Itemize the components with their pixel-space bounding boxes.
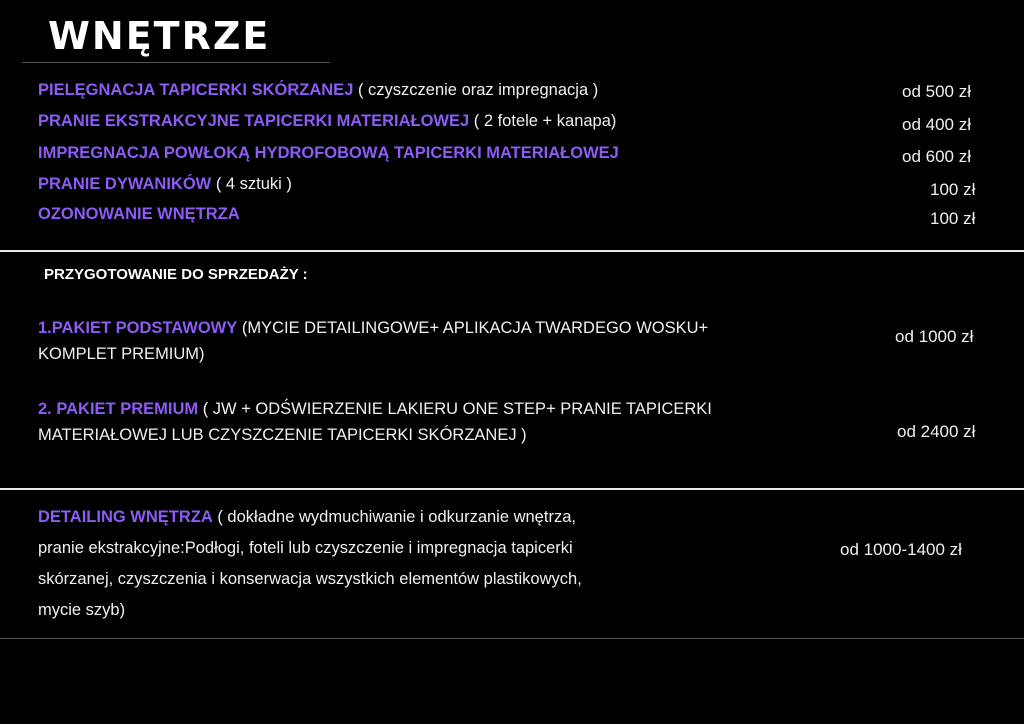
service-name: OZONOWANIE WNĘTRZA	[38, 205, 240, 223]
service-name: PRANIE DYWANIKÓW	[38, 175, 212, 193]
detailing-price: od 1000-1400 zł	[840, 540, 962, 559]
section-heading: PRZYGOTOWANIE DO SPRZEDAŻY :	[44, 266, 308, 283]
detailing-name: DETAILING WNĘTRZA	[38, 508, 213, 526]
page-title: WNĘTRZE	[48, 14, 271, 58]
service-item	[38, 143, 619, 163]
service-item	[38, 174, 292, 194]
service-price: od 600 zł	[902, 147, 971, 166]
package-line	[38, 318, 708, 338]
detailing-description-cont: mycie szyb)	[38, 601, 126, 619]
service-note: ( czyszczenie oraz impregnacja )	[353, 81, 599, 99]
service-name: PIELĘGNACJA TAPICERKI SKÓRZANEJ	[38, 81, 354, 99]
service-item	[38, 80, 598, 100]
service-note: ( 4 sztuki )	[211, 175, 292, 193]
detailing-description: ( dokładne wydmuchiwanie i odkurzanie wnętrza,	[212, 508, 576, 526]
section-divider	[0, 488, 1024, 490]
package-description: (MYCIE DETAILINGOWE+ APLIKACJA TWARDEGO WOSKU+	[237, 319, 709, 337]
service-item	[38, 204, 240, 224]
package-description-cont: KOMPLET PREMIUM)	[38, 345, 205, 363]
package-name: 1.PAKIET PODSTAWOWY	[38, 319, 238, 337]
service-price: od 400 zł	[902, 115, 971, 134]
detailing-description-cont: skórzanej, czyszczenia i konserwacja wszystkich elementów plastikowych,	[38, 570, 582, 588]
service-price: 100 zł	[930, 209, 976, 228]
package-name: 2. PAKIET PREMIUM	[38, 400, 199, 418]
service-item	[38, 111, 616, 131]
detailing-line	[38, 507, 576, 527]
package-price: od 1000 zł	[895, 327, 974, 346]
service-name: IMPREGNACJA POWŁOKĄ HYDROFOBOWĄ TAPICERKI MATERIAŁOWEJ	[38, 144, 619, 162]
service-price: od 500 zł	[902, 82, 971, 101]
package-description: ( JW + ODŚWIERZENIE LAKIERU ONE STEP+ PRANIE TAPICERKI	[198, 400, 712, 418]
service-note: ( 2 fotele + kanapa)	[469, 112, 617, 130]
service-price: 100 zł	[930, 180, 976, 199]
detailing-description-cont: pranie ekstrakcyjne:Podłogi, foteli lub czyszczenie i impregnacja tapicerki	[38, 539, 573, 557]
section-divider	[0, 250, 1024, 252]
package-line	[38, 399, 712, 419]
title-underline	[22, 62, 330, 63]
service-name: PRANIE EKSTRAKCYJNE TAPICERKI MATERIAŁOWEJ	[38, 112, 470, 130]
package-description-cont: MATERIAŁOWEJ LUB CZYSZCZENIE TAPICERKI SKÓRZANEJ )	[38, 426, 527, 444]
bottom-divider	[0, 638, 1024, 639]
package-price: od 2400 zł	[897, 422, 976, 441]
